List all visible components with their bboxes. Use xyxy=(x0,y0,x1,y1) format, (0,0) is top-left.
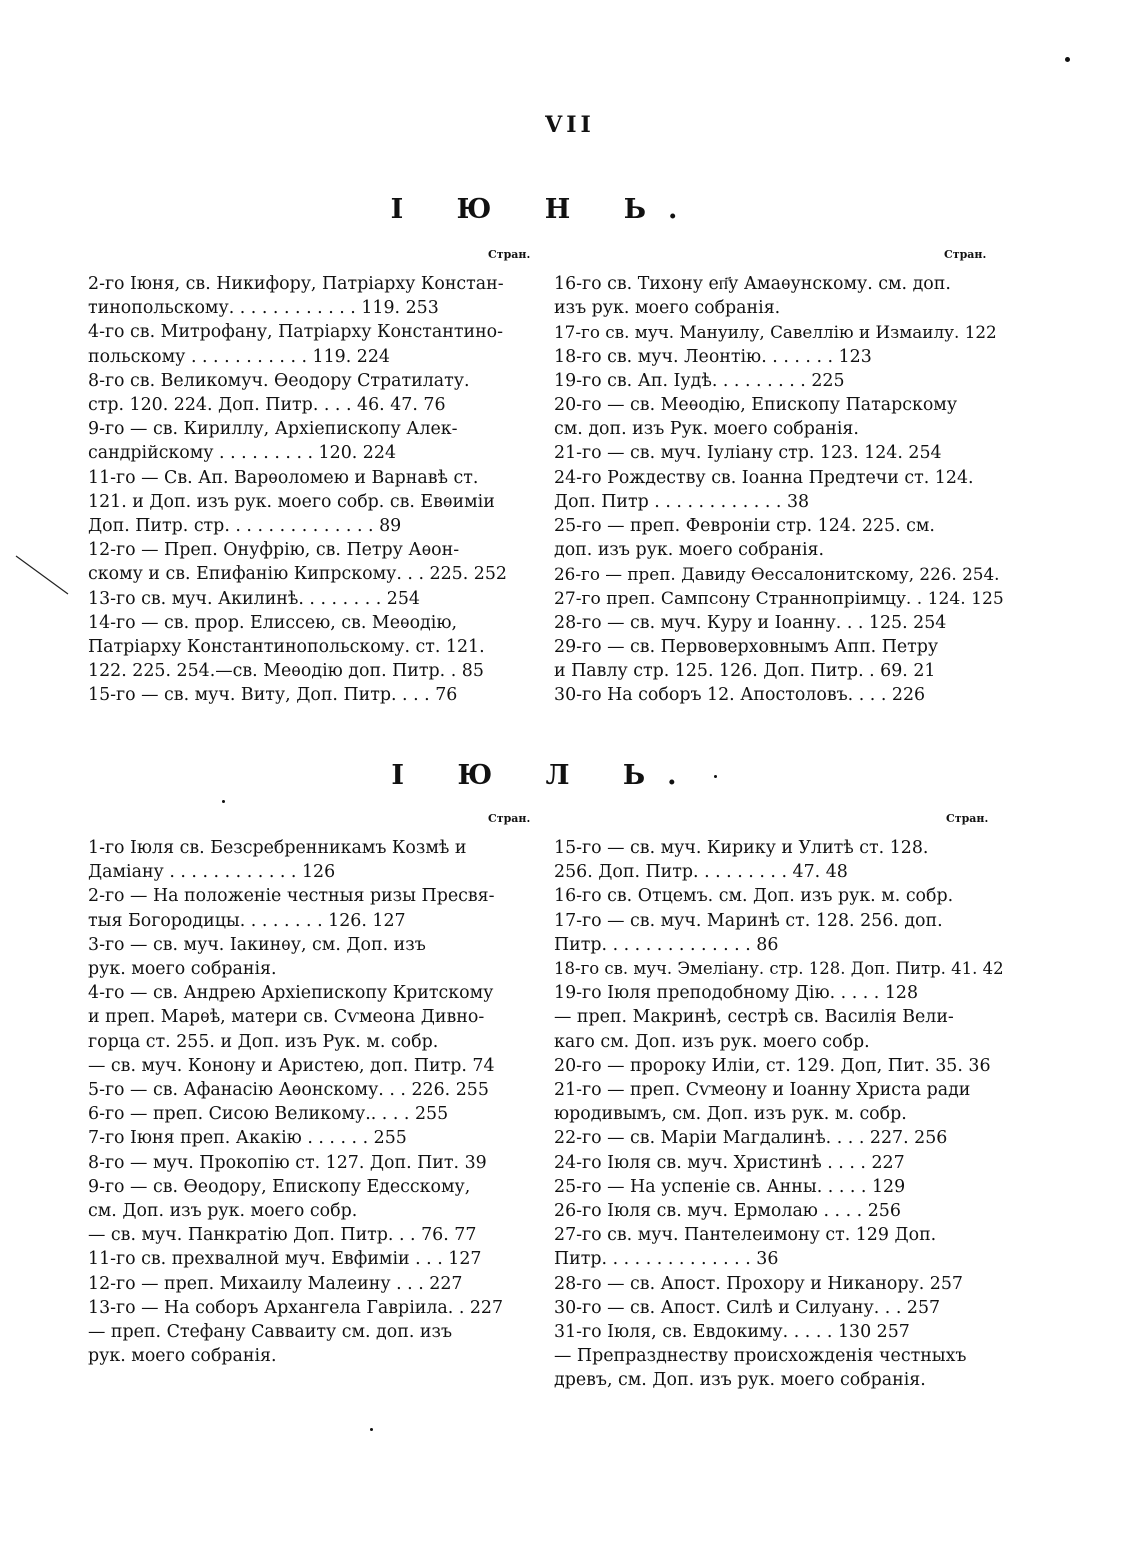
index-entry: Питр. . . . . . . . . . . . . . 86 xyxy=(554,934,779,955)
index-entry: 122. 225. 254.—св. Меѳодію доп. Питр. . 85 xyxy=(88,661,484,682)
index-entry: 11-го — Св. Ап. Варѳоломею и Варнавѣ ст. xyxy=(88,467,479,488)
index-entry: — преп. Макринѣ, сестрѣ св. Василія Вели- xyxy=(554,1007,954,1028)
index-entry: 28-го — св. муч. Куру и Іоанну. . . 125. 254 xyxy=(554,612,947,633)
index-entry: 21-го — преп. Сѵмеону и Іоанну Христа ради xyxy=(554,1080,971,1101)
index-entry: — преп. Стефану Савваиту см. доп. изъ xyxy=(88,1322,453,1343)
index-entry: доп. изъ рук. моего собранія. xyxy=(554,540,825,561)
index-entry: 27-го св. муч. Пантелеимону ст. 129 Доп. xyxy=(554,1225,937,1246)
section-title-june: I Ю Н Ь. xyxy=(390,194,700,225)
index-entry: 25-го — преп. Февроніи стр. 124. 225. см. xyxy=(554,516,935,537)
index-entry: 12-го — Преп. Онуфрію, св. Петру Аѳон- xyxy=(88,540,460,561)
june-right-column xyxy=(554,272,1004,708)
index-entry: 256. Доп. Питр. . . . . . . . . 47. 48 xyxy=(554,862,848,883)
index-entry: 28-го — св. Апост. Прохору и Никанору. 257 xyxy=(554,1273,963,1294)
index-entry: 13-го св. муч. Акилинѣ. . . . . . . . 254 xyxy=(88,588,421,609)
index-entry: Питр. . . . . . . . . . . . . . 36 xyxy=(554,1249,779,1270)
index-entry: кагo см. Доп. изъ рук. моего собр. xyxy=(554,1031,870,1052)
ink-speck xyxy=(222,800,225,803)
index-entry: 2-го Іюня, св. Никифору, Патріарху Констан- xyxy=(88,274,504,294)
index-entry: 17-го св. муч. Мануилу, Савеллію и Измаилу. 122 xyxy=(554,322,997,343)
index-entry: Патріарху Константинопольскому. ст. 121. xyxy=(88,637,485,658)
index-entry: — Препразднеству происхожденія честныхъ xyxy=(554,1346,967,1367)
index-entry: 8-го св. Великомуч. Ѳеодору Стратилату. xyxy=(88,370,470,391)
index-entry: древъ, см. Доп. изъ рук. моего собранія. xyxy=(554,1370,926,1391)
index-entry: 19-го Іюля преподобному Дію. . . . . 128 xyxy=(554,983,919,1004)
index-entry: 9-го — св. Ѳеодору, Епископу Едесскому, xyxy=(88,1176,471,1197)
index-entry: 5-го — св. Афанасію Аѳонскому. . . 226. 255 xyxy=(88,1080,489,1101)
index-entry: 4-го — св. Андрею Архіепископу Критскому xyxy=(88,983,494,1004)
july-right-column xyxy=(554,836,1004,1393)
index-entry: 8-го — муч. Прокопію ст. 127. Доп. Пит. 39 xyxy=(88,1152,487,1173)
index-entry: Доп. Питр . . . . . . . . . . . . 38 xyxy=(554,491,810,512)
index-entry: скому и св. Епифанію Кипрскому. . . 225. 252 xyxy=(88,564,507,585)
index-entry: и преп. Марѳѣ, матери св. Сѵмеона Дивно- xyxy=(88,1007,485,1028)
index-entry: рук. моего собранія. xyxy=(88,1346,277,1367)
index-entry: 12-го — преп. Михаилу Малеину . . . 227 xyxy=(88,1273,463,1294)
index-entry: 18-го св. муч. Эмеліану. стр. 128. Доп. Питр. 41. 42 xyxy=(554,959,1004,979)
index-entry: 13-го — На соборъ Архангела Гавріила. . 227 xyxy=(88,1297,504,1318)
index-entry: 26-го — преп. Давиду Ѳессалонитскому, 226. 254. xyxy=(554,564,1000,585)
index-entry: 30-го — св. Апост. Силѣ и Силуану. . . 257 xyxy=(554,1297,941,1318)
index-entry: и Павлу стр. 125. 126. Доп. Питр. . 69. 21 xyxy=(554,661,936,682)
ink-speck xyxy=(1065,57,1070,62)
index-entry: 29-го — св. Первоверховнымъ Апп. Петру xyxy=(554,637,939,658)
page-number: VII xyxy=(545,112,595,138)
index-entry: 7-го Іюня преп. Акакію . . . . . . 255 xyxy=(88,1128,407,1149)
index-entry: 15-го — св. муч. Виту, Доп. Питр. . . . 76 xyxy=(88,685,458,706)
margin-pencil-stroke xyxy=(12,550,72,600)
ink-speck xyxy=(714,775,717,778)
index-entry: 2-го — На положеніе честныя ризы Пресвя- xyxy=(88,886,495,907)
index-entry: 30-го На соборъ 12. Апостоловъ. . . . 226 xyxy=(554,685,926,706)
index-entry: стр. 120. 224. Доп. Питр. . . . 46. 47. 76 xyxy=(88,395,446,416)
july-left-column xyxy=(88,836,540,1368)
index-entry: 22-го — св. Маріи Магдалинѣ. . . . 227. 256 xyxy=(554,1128,948,1149)
index-entry: 25-го — На успеніе св. Анны. . . . . 129 xyxy=(554,1176,906,1197)
index-entry: 121. и Доп. изъ рук. моего собр. св. Евѳиміи xyxy=(88,491,495,512)
index-entry: 16-го св. Отцемъ. см. Доп. изъ рук. м. собр. xyxy=(554,886,954,907)
index-entry: Доп. Питр. стр. . . . . . . . . . . . . . 89 xyxy=(88,516,402,537)
index-entry: 26-го Іюля св. муч. Ермолаю . . . . 256 xyxy=(554,1201,901,1222)
index-entry: горца ст. 255. и Доп. изъ Рук. м. собр. xyxy=(88,1031,439,1052)
index-entry: 9-го — св. Кириллу, Архіепископу Алек- xyxy=(88,419,458,440)
index-entry: 21-го — св. муч. Іуліану стр. 123. 124. 254 xyxy=(554,443,942,464)
index-entry: сандрійскому . . . . . . . . . 120. 224 xyxy=(88,443,397,464)
index-entry: 17-го — св. муч. Маринѣ ст. 128. 256. доп. xyxy=(554,910,943,931)
left-page-label-july: Стран. xyxy=(488,812,531,825)
index-entry: см. Доп. изъ рук. моего собр. xyxy=(88,1201,358,1222)
index-entry: 19-го св. Ап. Іудѣ. . . . . . . . . 225 xyxy=(554,370,845,391)
index-entry: 11-го св. прехвалной муч. Евфиміи . . . 127 xyxy=(88,1249,482,1270)
index-entry: рук. моего собранія. xyxy=(88,959,277,980)
index-entry: 18-го св. муч. Леонтію. . . . . . . 123 xyxy=(554,346,872,367)
index-entry: 27-го преп. Сампсону Страннопріимцу. . 124. 125 xyxy=(554,588,1004,609)
index-entry: тыя Богородицы. . . . . . . . 126. 127 xyxy=(88,910,406,931)
index-entry: 20-го — св. Меѳодію, Епископу Патарскому xyxy=(554,395,958,416)
index-entry: польскому . . . . . . . . . . . 119. 224 xyxy=(88,346,391,367)
index-entry: — св. муч. Панкратію Доп. Питр. . . 76. 77 xyxy=(88,1225,477,1246)
index-entry: 24-го Рождеству св. Іоанна Предтечи ст. 124. xyxy=(554,467,974,488)
index-entry: Даміану . . . . . . . . . . . . 126 xyxy=(88,862,336,883)
index-entry: 14-го — св. прор. Елиссею, св. Меѳодію, xyxy=(88,612,457,633)
index-entry: см. доп. изъ Рук. моего собранія. xyxy=(554,419,859,440)
index-entry: 1-го Іюля св. Безсребренникамъ Козмѣ и xyxy=(88,838,467,858)
index-entry: — св. муч. Конону и Аристею, доп. Питр. 74 xyxy=(88,1055,495,1076)
index-entry: 4-го св. Митрофану, Патріарху Константино- xyxy=(88,322,504,343)
index-entry: тинопольскому. . . . . . . . . . . . 119. 253 xyxy=(88,298,439,319)
right-page-label-june: Стран. xyxy=(944,248,987,261)
index-entry: 6-го — преп. Сисою Великому.. . . . 255 xyxy=(88,1104,449,1125)
june-left-column xyxy=(88,272,540,708)
index-entry: 15-го — св. муч. Кирику и Улитѣ ст. 128. xyxy=(554,838,929,858)
index-entry: 3-го — св. муч. Іакинѳу, см. Доп. изъ xyxy=(88,934,426,955)
index-entry: 20-го — пророку Иліи, ст. 129. Доп, Пит. 35. 36 xyxy=(554,1055,991,1076)
ink-speck xyxy=(370,1428,373,1431)
index-entry: 31-го Іюля, св. Евдокиму. . . . . 130 257 xyxy=(554,1322,910,1343)
right-page-label-july: Стран. xyxy=(946,812,989,825)
index-entry: юродивымъ, см. Доп. изъ рук. м. собр. xyxy=(554,1104,907,1125)
index-entry: 24-го Іюля св. муч. Христинѣ . . . . 227 xyxy=(554,1152,905,1173)
index-entry: 16-го св. Тихону еп҃у Амаѳунскому. см. доп. xyxy=(554,274,951,294)
section-title-july: I Ю Л Ь. xyxy=(391,760,699,791)
left-page-label-june: Стран. xyxy=(488,248,531,261)
index-entry: изъ рук. моего собранія. xyxy=(554,298,781,319)
